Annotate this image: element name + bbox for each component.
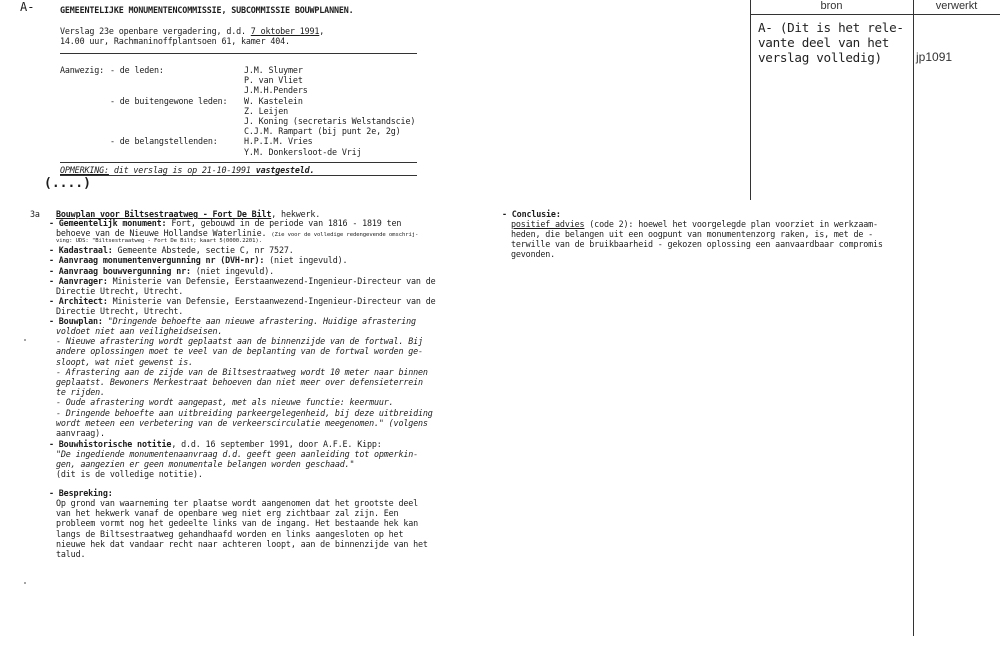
bouwplan-line: voldoet niet aan veiligheidseisen. <box>56 326 223 336</box>
processed-code: jp1091 <box>916 50 953 64</box>
entry-label: - Kadastraal: <box>49 245 113 255</box>
conclusion-advice: positief advies <box>511 219 585 229</box>
attendee: J. Koning (secretaris Welstandscie) <box>244 115 416 126</box>
source-note-line: vante deel van het <box>758 35 890 50</box>
time-place: 14.00 uur, Rachmaninoffplantsoen 61, kamer 404. <box>60 36 290 46</box>
side-table-left-border <box>750 0 751 200</box>
attendee: J.M. Sluymer <box>244 65 303 75</box>
attendee: Z. Leijen <box>244 105 289 116</box>
attendance-group-label: - de leden: <box>110 65 164 75</box>
attendance-group-label: - de belangstellenden: <box>110 136 218 147</box>
source-note-line: verslag volledig) <box>758 50 882 65</box>
item-number: 3a <box>30 209 40 219</box>
bouwplan-line: sloopt, wat niet gewenst is. <box>56 356 193 367</box>
report-date: 7 oktober 1991 <box>250 26 320 36</box>
entry-text: Gemeente Abstede, sectie C, nr 7527. <box>112 245 294 255</box>
entry-label: - Gemeentelijk monument: <box>49 218 167 228</box>
entry-notitie <box>49 439 382 449</box>
attendance-group-label: - de buitengewone leden: <box>110 95 228 106</box>
scan-speck <box>24 582 26 584</box>
document-mark: A- <box>20 0 35 14</box>
attendee: W. Kastelein <box>244 95 303 106</box>
bespreking-line: probleem vormt nog het gedeelte links van de ingang. Het bestaande hek kan <box>56 518 419 529</box>
conclusion-label: - Conclusie: <box>502 209 561 219</box>
item-title-main: Bouwplan voor Biltsestraatweg - Fort De Bilt <box>56 209 272 219</box>
report-line <box>60 26 324 36</box>
entry-text: "Dringende behoefte aan nieuwe afrastering. Huidige afrastering <box>102 316 416 326</box>
entry-text: (niet ingevuld). <box>190 266 275 276</box>
remark-text: dit verslag is op 21-10-1991 <box>108 165 256 175</box>
attendance-heading: Aanwezig: <box>60 65 105 75</box>
remark-label: OPMERKING: <box>60 165 109 175</box>
bespreking-body <box>56 498 428 559</box>
entry-label: - Architect: <box>49 296 108 306</box>
notitie-line: (dit is de volledige notitie). <box>56 469 203 480</box>
item-title-suffix: , hekwerk. <box>271 209 321 219</box>
entry-label: - Bouwhistorische notitie <box>49 439 172 449</box>
attendee: J.M.H.Penders <box>244 85 308 96</box>
conclusion-line: terwille van de bruikbaarheid - gekozen oplossing een aanvaardbaar compromis <box>511 239 883 250</box>
attendee: Y.M. Donkersloot-de Vrij <box>244 146 362 157</box>
report-suffix: , <box>319 26 325 36</box>
entry-architect-line2: Directie Utrecht, Utrecht. <box>56 306 184 316</box>
conclusion-line: gevonden. <box>511 249 556 260</box>
entry-text: , d.d. 16 september 1991, door A.F.E. Kipp: <box>171 439 382 449</box>
source-note-line: A- (Dit is het rele- <box>758 20 904 35</box>
bespreking-line: van het hekwerk vanaf de openbare weg niet erg zichtbaar zal zijn. Een <box>56 508 399 519</box>
omission-marker: (....) <box>44 176 91 191</box>
entry-text: Ministerie van Defensie, Eerstaanwezend-Ingenieur-Directeur van de <box>107 296 436 306</box>
attendance-names <box>244 65 415 157</box>
column-header-verwerkt: verwerkt <box>935 0 978 12</box>
report-prefix: Verslag 23e openbare vergadering, d.d. <box>60 26 251 36</box>
entry-label: - Aanvrager: <box>49 276 108 286</box>
bouwplan-body <box>56 326 433 438</box>
conclusion-text: (code 2): hoewel het voorgelegde plan voorziet in werkzaam- <box>584 219 878 229</box>
entry-text: behoeve van de Nieuwe Hollandse Waterlinie. <box>56 228 267 238</box>
entry-monument-line2 <box>56 228 418 239</box>
remark-top-rule <box>60 162 417 163</box>
side-table-header-rule <box>750 14 1000 15</box>
attendee: C.J.M. Rampart (bij punt 2e, 2g) <box>244 126 401 137</box>
notitie-line: "De ingediende monumentenaanvraag d.d. geeft geen aanleiding tot opmerkin- <box>56 449 419 459</box>
bouwplan-line: - Afrastering aan de zijde van de Biltsestraatweg wordt 10 meter naar binnen <box>56 366 428 377</box>
entry-aanvraag-bouw <box>49 266 274 276</box>
bouwplan-line: aanvraag). <box>56 427 105 438</box>
conclusion-line: heden, die belangen uit een oogpunt van monumentenzorg raken, is, met de - <box>511 229 874 239</box>
bespreking-line: Op grond van waarneming ter plaatse wordt aangenomen dat het grootste deel <box>56 498 419 508</box>
bouwplan-line: andere oplossingen moet te veel van de beplanting van de fortwal worden ge- <box>56 346 423 357</box>
entry-footnote: (Zie voor de volledige redengevende omschrij- <box>271 232 419 238</box>
entry-aanvrager <box>49 276 436 286</box>
entry-label: - Bouwplan: <box>49 316 103 326</box>
entry-text: (niet ingevuld). <box>264 255 348 265</box>
document-title: GEMEENTELIJKE MONUMENTENCOMMISSIE, SUBCOMMISSIE BOUWPLANNEN. <box>60 5 354 15</box>
bespreking-line: langs de Biltsestraatweg gehandhaafd worden en links aangesloten op het <box>56 528 404 539</box>
entry-bouwplan <box>49 316 416 326</box>
bouwplan-line: geplaatst. Bewoners Merkestraat behoeven dan niet meer over defensieterrein <box>56 376 423 387</box>
entry-aanvrager-line2: Directie Utrecht, Utrecht. <box>56 286 184 296</box>
conclusion-first-line <box>511 219 878 229</box>
entry-label: - Aanvraag monumentenvergunning nr (DVH-nr): <box>49 255 265 265</box>
header-rule <box>60 53 417 54</box>
entry-architect <box>49 296 436 306</box>
entry-monument <box>49 218 401 228</box>
remark <box>60 165 314 175</box>
column-header-bron: bron <box>820 0 843 12</box>
entry-bespreking-label: - Bespreking: <box>49 488 113 498</box>
conclusion-body <box>511 229 883 260</box>
source-note <box>758 20 904 65</box>
bouwplan-line: - Dringende behoefte aan uitbreiding parkeergelegenheid, bij deze uitbreiding <box>56 407 433 418</box>
bouwplan-line: wordt meteen een verbetering van de verkeerscirculatie meegenomen." (volgens <box>56 417 428 428</box>
entry-text: Fort, gebouwd in de periode van 1816 - 1819 ten <box>166 218 402 228</box>
entry-text: Ministerie van Defensie, Eerstaanwezend-Ingenieur-Directeur van de <box>107 276 436 286</box>
attendee: H.P.I.M. Vries <box>244 136 313 147</box>
remark-bottom-rule <box>60 175 417 176</box>
notitie-body <box>56 449 418 480</box>
side-table-divider <box>913 0 914 636</box>
remark-emphasis: vastgesteld. <box>255 165 315 175</box>
bouwplan-line: - Oude afrastering wordt aangepast, met als nieuwe functie: keermuur. <box>56 397 394 408</box>
entry-kadaster <box>49 245 294 255</box>
scan-speck <box>24 339 26 341</box>
bouwplan-line: - Nieuwe afrastering wordt geplaatst aan de binnenzijde van de fortwal. Bij <box>56 336 423 347</box>
bespreking-line: talud. <box>56 548 86 559</box>
entry-footnote-line2: ving: UDS: "Biltsestraatweg - Fort De Bilt; kaart 5(0000.2201). <box>56 238 262 244</box>
entry-label: - Aanvraag bouwvergunning nr: <box>49 266 191 276</box>
bespreking-line: nieuwe hek dat vandaar recht naar achteren loopt, aan de binnenzijde van het <box>56 538 428 549</box>
attendee: P. van Vliet <box>244 75 303 86</box>
notitie-line: gen, aangezien er geen monumentale belangen worden geschaad." <box>56 459 355 470</box>
entry-aanvraag-monument <box>49 255 347 265</box>
bouwplan-line: te rijden. <box>56 387 105 398</box>
